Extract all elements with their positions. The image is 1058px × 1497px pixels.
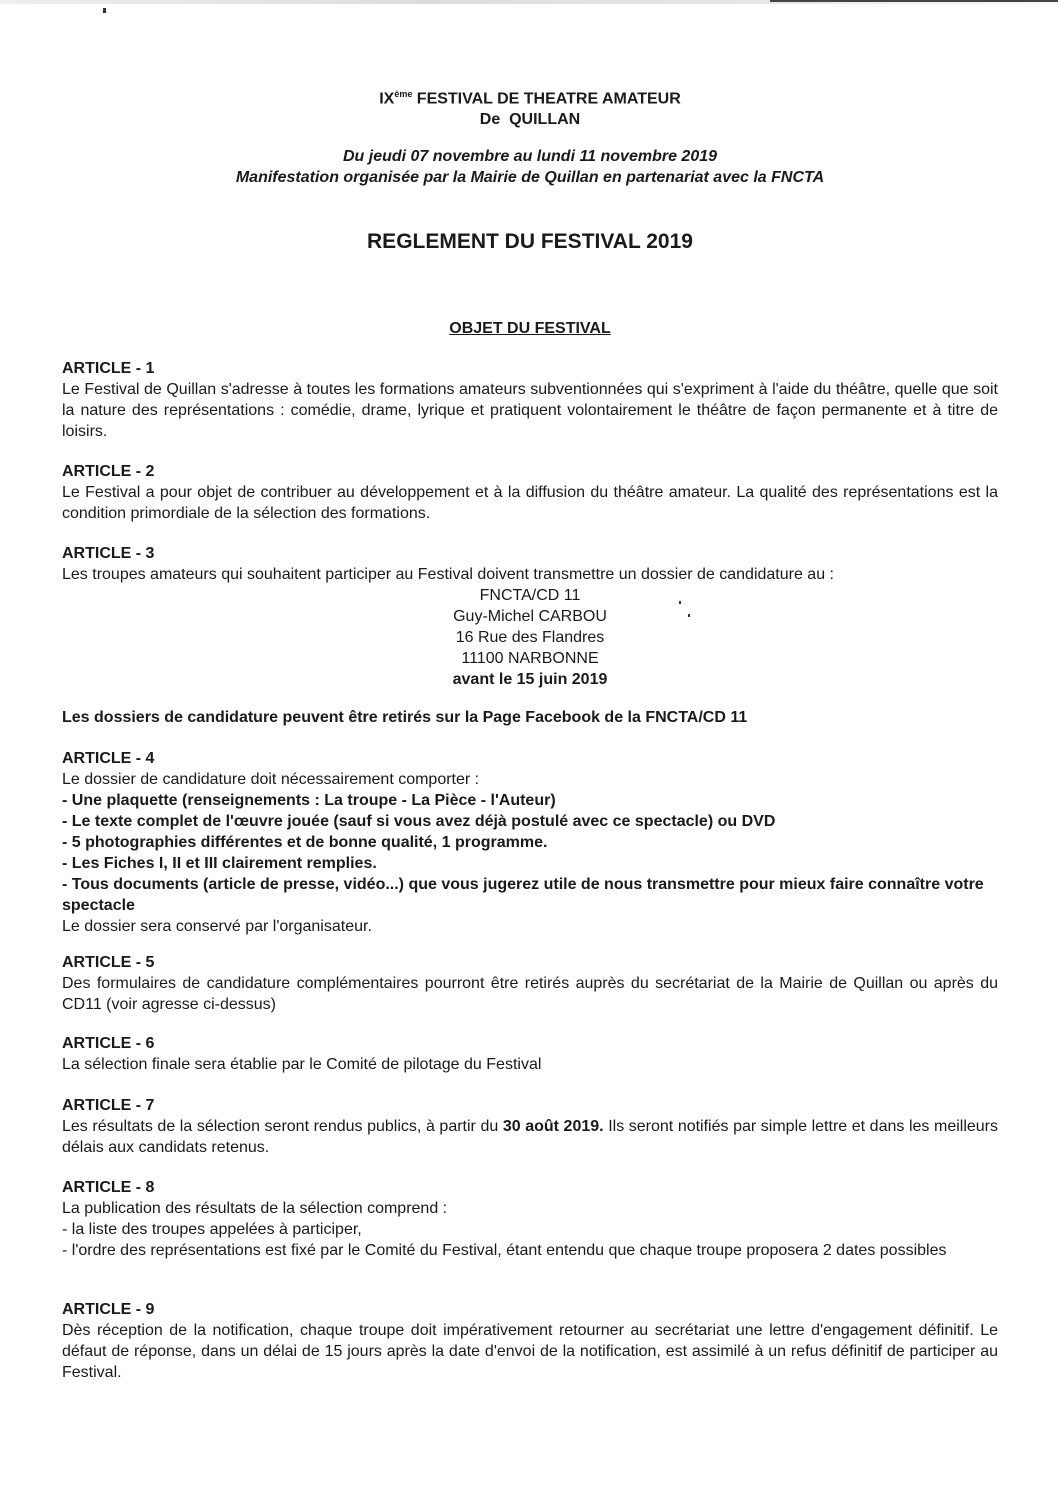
article-heading: ARTICLE - 5 <box>62 954 155 971</box>
article-9 <box>62 1299 998 1383</box>
festival-heading <box>62 84 998 130</box>
list-item: - 5 photographies différentes et de bonne qualité, 1 programme. <box>62 834 548 851</box>
address-line: 11100 NARBONNE <box>461 650 599 667</box>
article-4 <box>62 748 998 937</box>
article-heading: ARTICLE - 1 <box>62 360 155 377</box>
list-item: - Le texte complet de l'œuvre jouée (sauf si vous avez déjà postulé avec ce spectacle) ou DVD <box>62 813 776 830</box>
article-8 <box>62 1177 998 1261</box>
list-item: - la liste des troupes appelées à participer, <box>62 1221 362 1238</box>
address-block <box>62 585 998 690</box>
list-item: - l'ordre des représentations est fixé par le Comité du Festival, étant entendu que chaque troupe proposera 2 dates possibles <box>62 1242 947 1259</box>
section-title: OBJET DU FESTIVAL <box>449 320 611 337</box>
results-date: 30 août 2019. <box>502 1118 604 1135</box>
list-item: - Une plaquette (renseignements : La troupe - La Pièce - l'Auteur) <box>62 792 556 809</box>
article-5 <box>62 952 998 1015</box>
main-title: REGLEMENT DU FESTIVAL 2019 <box>367 230 693 253</box>
article-intro: La publication des résultats de la sélection comprend : <box>62 1200 448 1217</box>
address-line: Guy-Michel CARBOU <box>453 608 607 625</box>
article-heading: ARTICLE - 8 <box>62 1179 155 1196</box>
article-2 <box>62 461 998 524</box>
festival-place: De QUILLAN <box>479 111 581 129</box>
article-text: Les troupes amateurs qui souhaitent participer au Festival doivent transmettre un dossier de candidature au : <box>62 566 834 583</box>
deadline: avant le 15 juin 2019 <box>452 671 608 688</box>
article-text-part: Les résultats de la sélection seront rendus publics, à partir du <box>62 1118 503 1135</box>
list-item: - Tous documents (article de presse, vidéo...) que vous jugerez utile de nous transmettre pour mieux faire connaître votre spectacle <box>62 876 984 914</box>
article-intro: Le dossier de candidature doit nécessairement comporter : <box>62 771 480 788</box>
scan-speck <box>103 8 106 13</box>
organizer-line: Manifestation organisée par la Mairie de Quillan en partenariat avec la FNCTA <box>235 169 825 186</box>
article-text-part: Ils seront notifiés par simple lettre et dans les meilleurs délais aux candidats retenus. <box>62 1118 999 1156</box>
article-heading: ARTICLE - 4 <box>62 750 155 767</box>
article-heading: ARTICLE - 2 <box>62 463 155 480</box>
facebook-note: Les dossiers de candidature peuvent être retirés sur la Page Facebook de la FNCTA/CD 11 <box>62 709 748 726</box>
list-item: - Les Fiches I, II et III clairement remplies. <box>62 855 377 872</box>
article-text <box>62 1116 998 1158</box>
article-heading: ARTICLE - 3 <box>62 545 155 562</box>
article-text: Le Festival de Quillan s'adresse à toutes les formations amateurs subventionnées qui s'expriment à l'aide du théâtre, quelle que soit la nature des représentations : comédie, drame, lyrique et pratiquent volontairement le théâtre de façon permanente et à titre de loisirs. <box>62 381 998 440</box>
article-heading: ARTICLE - 6 <box>62 1035 155 1052</box>
festival-number: IX <box>379 90 395 108</box>
article-outro: Le dossier sera conservé par l'organisateur. <box>62 918 372 935</box>
article-text: Dès réception de la notification, chaque troupe doit impérativement retourner au secrétariat une lettre d'engagement définitif. Le défaut de réponse, dans un délai de 15 jours après la date d'envoi de la notification, est assimilé à un refus définitif de participer au Festival. <box>62 1322 998 1381</box>
scan-edge-line <box>770 0 1058 2</box>
article-1 <box>62 358 998 442</box>
article-6 <box>62 1033 998 1075</box>
festival-title <box>62 84 998 109</box>
article-text: Des formulaires de candidature complémentaires pourront être retirés auprès du secrétariat de la Mairie de Quillan ou après du CD11 (voir agresse ci-dessus) <box>62 975 998 1013</box>
article-text: Le Festival a pour objet de contribuer au développement et à la diffusion du théâtre amateur. La qualité des représentations est la condition primordiale de la sélection des formations. <box>62 484 998 522</box>
article-3 <box>62 543 998 690</box>
festival-title-text: FESTIVAL DE THEATRE AMATEUR <box>412 90 681 108</box>
address-line: 16 Rue des Flandres <box>455 629 605 646</box>
article-7 <box>62 1095 998 1158</box>
address-line: FNCTA/CD 11 <box>479 587 581 604</box>
festival-number-sup: ème <box>394 89 413 99</box>
dates-line: Du jeudi 07 novembre au lundi 11 novembre 2019 <box>342 148 718 165</box>
article-heading: ARTICLE - 9 <box>62 1301 155 1318</box>
article-text: La sélection finale sera établie par le Comité de pilotage du Festival <box>62 1056 542 1073</box>
festival-dates-block <box>62 146 998 188</box>
article-heading: ARTICLE - 7 <box>62 1097 155 1114</box>
